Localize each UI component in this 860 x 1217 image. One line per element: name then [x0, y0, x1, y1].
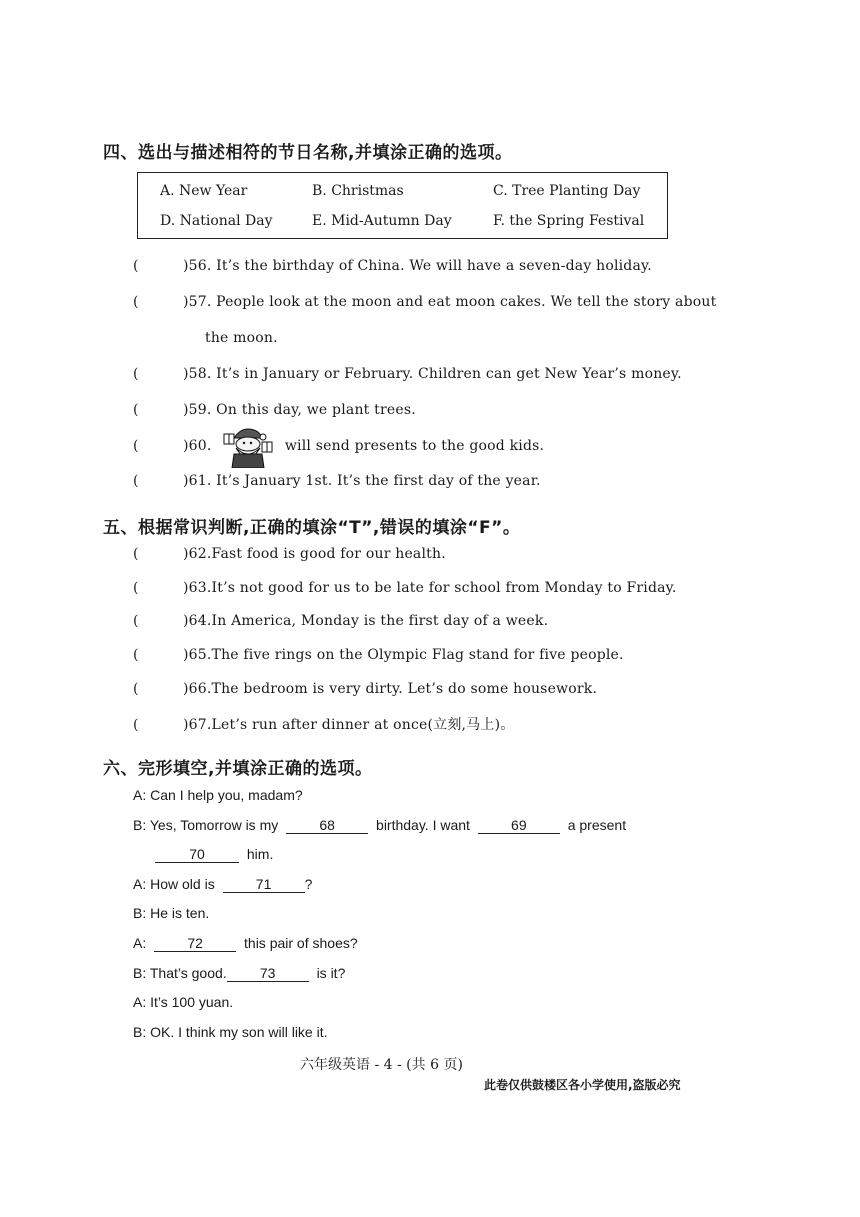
option-f: F. the Spring Festival: [493, 213, 645, 229]
blank-69[interactable]: 69: [478, 817, 560, 834]
question-59: [133, 402, 416, 418]
dialogue-text: ?: [304, 876, 313, 892]
dialogue-line-1: A: Can I help you, madam?: [133, 787, 303, 803]
dialogue-text: B: That’s good.: [133, 965, 227, 981]
section-5-heading: 五、根据常识判断,正确的填涂“T”,错误的填涂“F”。: [103, 518, 521, 538]
blank-68[interactable]: 68: [286, 817, 368, 834]
question-text: )65.The five rings on the Olympic Flag stand for five people.: [183, 647, 624, 663]
option-c: C. Tree Planting Day: [493, 183, 641, 199]
option-b: B. Christmas: [312, 183, 404, 199]
answer-paren[interactable]: (: [133, 473, 139, 489]
question-text: )61. It’s January 1st. It’s the first day of the year.: [183, 473, 541, 489]
question-text: )66.The bedroom is very dirty. Let’s do some housework.: [183, 681, 598, 697]
answer-paren[interactable]: (: [133, 402, 139, 418]
option-a: A. New Year: [160, 183, 248, 199]
question-58: [133, 366, 682, 382]
dialogue-line-7: [133, 965, 345, 982]
dialogue-text: this pair of shoes?: [244, 935, 358, 951]
question-62: [133, 546, 446, 562]
dialogue-text: a present: [567, 817, 627, 833]
dialogue-text: him.: [246, 846, 274, 862]
answer-paren[interactable]: (: [133, 717, 139, 733]
question-text: )62.Fast food is good for our health.: [183, 546, 446, 562]
question-text: )60.: [183, 438, 212, 454]
dialogue-text: birthday. I want: [376, 817, 470, 833]
answer-paren[interactable]: (: [133, 580, 139, 596]
question-text: )63.It’s not good for us to be late for school from Monday to Friday.: [183, 580, 677, 596]
dialogue-line-6: [133, 935, 358, 952]
question-66: [133, 681, 597, 697]
question-64: [133, 613, 548, 629]
section-4-heading: 四、选出与描述相符的节日名称,并填涂正确的选项。: [103, 143, 513, 163]
option-e: E. Mid-Autumn Day: [312, 213, 452, 229]
dialogue-line-8: A: It’s 100 yuan.: [133, 994, 234, 1010]
blank-71[interactable]: 71: [223, 876, 305, 893]
dialogue-line-3: [155, 846, 273, 863]
dialogue-text: A:: [133, 935, 147, 951]
answer-paren[interactable]: (: [133, 258, 139, 274]
question-text: )58. It’s in January or February. Children can get New Year’s money.: [183, 366, 682, 382]
answer-paren[interactable]: (: [133, 294, 139, 310]
answer-paren[interactable]: (: [133, 647, 139, 663]
dialogue-line-5: B: He is ten.: [133, 905, 210, 921]
santa-claus-icon: [220, 424, 276, 468]
answer-paren[interactable]: (: [133, 366, 139, 382]
question-57: [133, 294, 716, 310]
dialogue-text: A: How old is: [133, 876, 215, 892]
dialogue-text: B: Yes, Tomorrow is my: [133, 817, 279, 833]
question-57-continued: the moon.: [205, 330, 278, 346]
blank-73[interactable]: 73: [227, 965, 309, 982]
question-text: )59. On this day, we plant trees.: [183, 402, 416, 418]
page-footer: 六年级英语 - 4 - (共 6 页): [300, 1057, 463, 1073]
blank-70[interactable]: 70: [155, 846, 239, 863]
question-text-after: will send presents to the good kids.: [284, 438, 545, 454]
dialogue-line-4: [133, 876, 312, 893]
blank-72[interactable]: 72: [154, 935, 236, 952]
question-63: [133, 580, 677, 596]
dialogue-text: is it?: [316, 965, 346, 981]
question-text: )64.In America, Monday is the first day of a week.: [183, 613, 549, 629]
options-box: [137, 172, 668, 239]
question-text: )56. It’s the birthday of China. We will have a seven-day holiday.: [183, 258, 652, 274]
question-67: [133, 714, 514, 734]
answer-paren[interactable]: (: [133, 681, 139, 697]
question-60: [133, 424, 544, 468]
answer-paren[interactable]: (: [133, 546, 139, 562]
answer-paren[interactable]: (: [133, 438, 139, 454]
answer-paren[interactable]: (: [133, 613, 139, 629]
question-65: [133, 647, 624, 663]
question-56: [133, 258, 652, 274]
option-d: D. National Day: [160, 213, 273, 229]
question-text: )57. People look at the moon and eat moon cakes. We tell the story about: [183, 294, 717, 310]
copyright-notice: 此卷仅供鼓楼区各小学使用,盗版必究: [484, 1078, 681, 1092]
section-6-heading: 六、完形填空,并填涂正确的选项。: [103, 759, 373, 779]
dialogue-line-9: B: OK. I think my son will like it.: [133, 1024, 328, 1040]
dialogue-line-2: [133, 817, 626, 834]
question-61: [133, 473, 541, 489]
question-text: )67.Let’s run after dinner at once(立刻,马上)。: [183, 717, 515, 733]
